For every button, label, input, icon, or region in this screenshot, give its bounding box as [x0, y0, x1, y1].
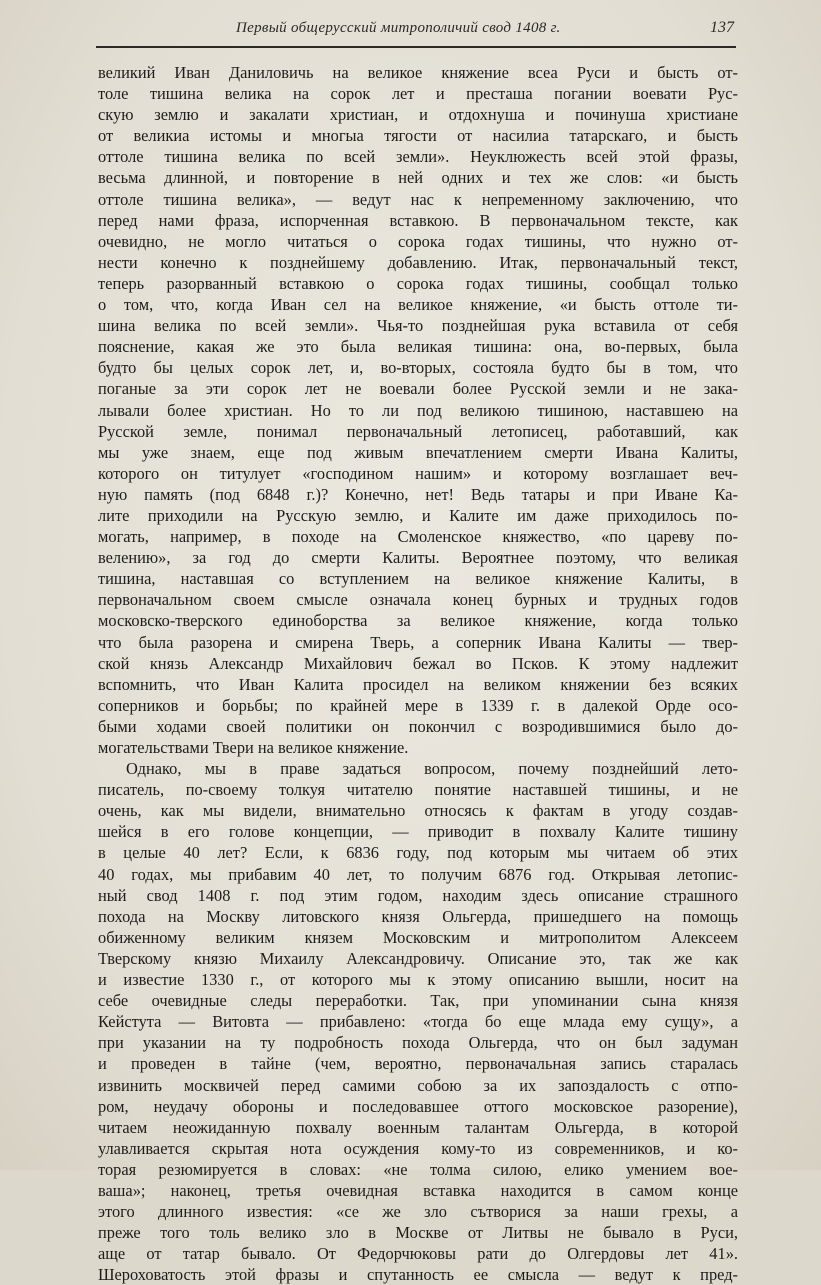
- text-line: этого длинного известия: «се же зло сътворися за наши грехы, а: [98, 1202, 738, 1222]
- body-text: [98, 62, 738, 1285]
- text-line: лывали более христиан. Но то ли под великою тишиною, наставшею на: [98, 400, 738, 420]
- text-line: 40 годах, мы прибавим 40 лет, то получим 6876 год. Открывая летопис-: [98, 864, 738, 884]
- text-line: Русской земле, понимал первоначальный летописец, работавший, как: [98, 421, 738, 441]
- text-line: ную память (под 6848 г.)? Конечно, нет! Ведь татары и при Иване Ка-: [98, 484, 738, 504]
- text-line: себе очевидные следы переработки. Так, при упоминании сына князя: [98, 991, 738, 1011]
- text-line: торая резюмируется в словах: «не толма силою, елико умением вое-: [98, 1159, 738, 1179]
- paragraph: [98, 758, 738, 1285]
- text-line: Шероховатость этой фразы и спутанность ее смысла — ведут к пред-: [98, 1265, 738, 1285]
- text-line: могать, например, в походе на Смоленское княжество, «по цареву по-: [98, 527, 738, 547]
- text-line: шина велика по всей земли». Чья-то позднейшая рука вставила от себя: [98, 316, 738, 336]
- text-line: что была разорена и смирена Тверь, а соперник Ивана Калиты — твер-: [98, 632, 738, 652]
- text-line: Тверскому князю Михаилу Александровичу. Описание это, так же как: [98, 948, 738, 968]
- text-line: оттоле тишина велика», — ведут нас к непременному заключению, что: [98, 189, 738, 209]
- text-line: Однако, мы в праве задаться вопросом, почему позднейший лето-: [126, 759, 738, 779]
- text-line: перед нами фраза, испорченная вставкою. В первоначальном тексте, как: [98, 210, 738, 230]
- text-line: оттоле тишина велика по всей земли». Неуклюжесть всей этой фразы,: [98, 147, 738, 167]
- text-line: читаем неожиданную похвалу военным талантам Ольгерда, в которой: [98, 1117, 738, 1137]
- paragraph: [98, 62, 738, 758]
- text-line: Кейстута — Витовта — прибавлено: «тогда бо еще млада ему сущу», а: [98, 1012, 738, 1032]
- text-line: ской князь Александр Михайлович бежал во Псков. К этому надлежит: [98, 653, 738, 673]
- text-line: первоначальном своем смысле означала конец бурных и трудных годов: [98, 590, 738, 610]
- text-line: толе тишина велика на сорок лет и престаша погании воевати Рус-: [98, 84, 738, 104]
- text-line: аще от татар бывало. От Федорчюковы рати до Олгердовы лет 41».: [98, 1244, 738, 1264]
- text-line: при указании на ту подробность похода Ольгерда, что он был задуман: [98, 1033, 738, 1053]
- text-line: нести конечно к позднейшему добавлению. Итак, первоначальный текст,: [98, 252, 738, 272]
- text-line: ный свод 1408 г. под этим годом, находим здесь описание страшного: [98, 885, 738, 905]
- text-line: в целые 40 лет? Если, к 6836 году, под которым мы читаем об этих: [98, 843, 738, 863]
- page-number: 137: [710, 19, 734, 36]
- text-line: поганые за эти сорок лет не воевали более Русской земли и не зака-: [98, 379, 738, 399]
- text-line: соперников и борьбы; по крайней мере в 1339 г. в далекой Орде осо-: [98, 695, 738, 715]
- text-line: великий Иван Даниловичь на великое княжение всеа Руси и бысть от-: [98, 63, 738, 82]
- text-line: ром, неудачу обороны и последовавшее оттого московское разорение),: [98, 1096, 738, 1116]
- text-line: очевидно, не могло читаться о сорока годах тишины, что нужно от-: [98, 231, 738, 251]
- text-line: от великиа истомы и многыа тягости от насилиа татарскаго, и бысть: [98, 126, 738, 146]
- text-line: велению», за год до смерти Калиты. Вероятнее поэтому, что великая: [98, 548, 738, 568]
- text-line: которого он титулует «господином нашим» и которому возглашает веч-: [98, 463, 738, 483]
- running-title: Первый общерусский митрополичий свод 1408 г.: [236, 20, 561, 36]
- text-line: очень, как мы видели, внимательно относясь к фактам в угоду создав-: [98, 801, 738, 821]
- paragraphs: [98, 62, 738, 1285]
- text-line: и известие 1330 г., от которого мы к этому описанию вышли, носит на: [98, 970, 738, 990]
- text-line: извинить москвичей перед самими собою за их запоздалость с отпо-: [98, 1075, 738, 1095]
- text-line: московско-тверского единоборства за великое княжение, когда только: [98, 611, 738, 631]
- text-line: могательствами Твери на великое княжение.: [98, 738, 409, 757]
- text-line: быми ходами своей политики он покончил с возродившимися было до-: [98, 716, 738, 736]
- text-line: вспомнить, что Иван Калита просидел на великом княжении без всяких: [98, 674, 738, 694]
- text-line: мы уже знаем, еще под живым впечатлением смерти Ивана Калиты,: [98, 442, 738, 462]
- text-line: шейся в его голове концепции, — приводит в похвалу Калите тишину: [98, 822, 738, 842]
- text-line: будто бы целых сорок лет, и, во-вторых, состояла будто бы в том, что: [98, 358, 738, 378]
- page-header: [96, 18, 736, 48]
- text-line: о том, что, когда Иван сел на великое княжение, «и бысть оттоле ти-: [98, 295, 738, 315]
- text-line: теперь разорванный вставкою о сорока годах тишины, сообщал только: [98, 273, 738, 293]
- text-line: скую землю и закалати христиан, и отдохнуша и починуша христиане: [98, 105, 738, 125]
- text-line: ваша»; наконец, третья очевидная вставка находится в самом конце: [98, 1180, 738, 1200]
- text-line: обиженному великим князем Московским и митрополитом Алексеем: [98, 927, 738, 947]
- text-line: и проведен в тайне (чем, вероятно, первоначальная запись старалась: [98, 1054, 738, 1074]
- text-line: весьма длинной, и повторение в ней одних и тех же слов: «и бысть: [98, 168, 738, 188]
- text-line: пояснение, какая же это была великая тишина: она, во-первых, была: [98, 337, 738, 357]
- text-line: преже того толь велико зло в Москве от Литвы не бывало в Руси,: [98, 1223, 738, 1243]
- text-line: похода на Москву литовского князя Ольгерда, пришедшего на помощь: [98, 906, 738, 926]
- text-line: улавливается скрытая нота осуждения кому-то из современников, и ко-: [98, 1138, 738, 1158]
- text-line: писатель, по-своему толкуя читателю понятие наставшей тишины, и не: [98, 780, 738, 800]
- text-line: лите приходили на Русскую землю, и Калите им даже приходилось по-: [98, 505, 738, 525]
- text-line: тишина, наставшая со вступлением на великое княжение Калиты, в: [98, 569, 738, 589]
